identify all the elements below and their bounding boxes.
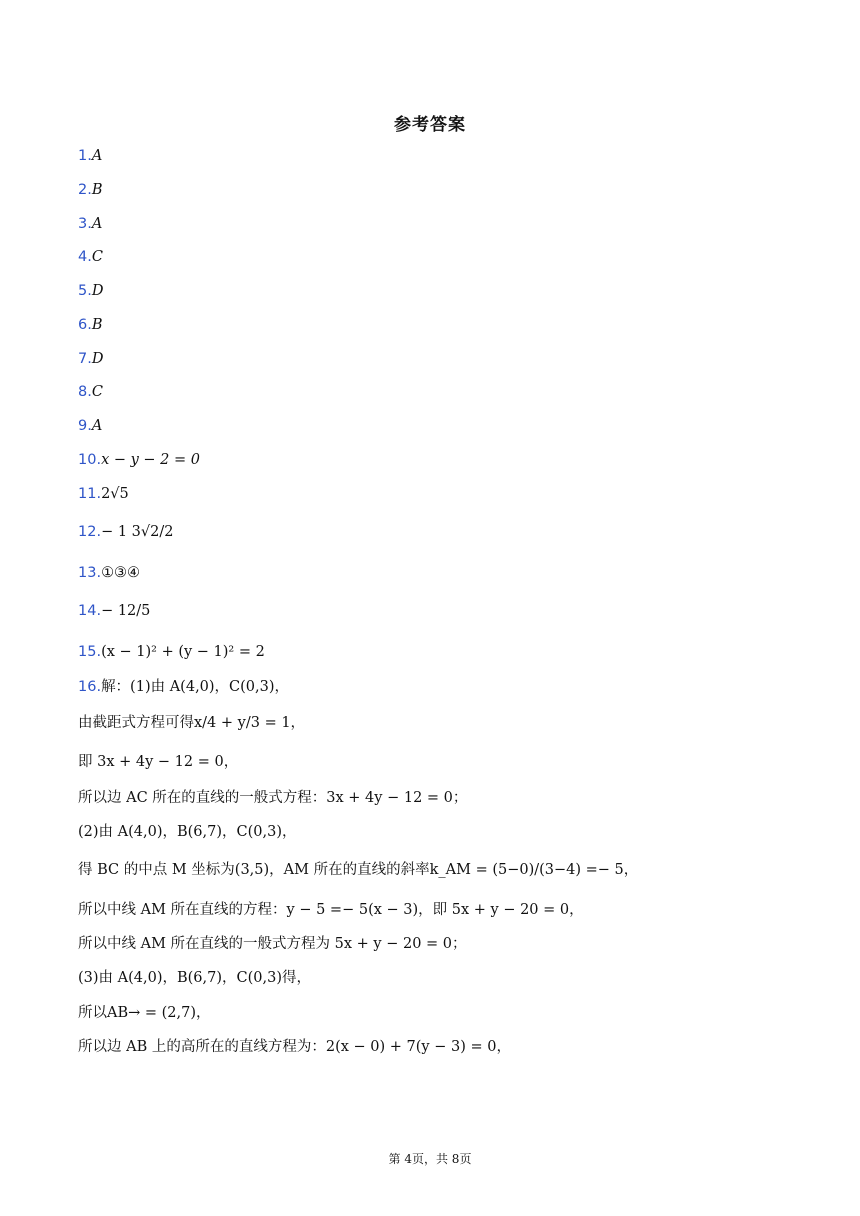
solution-16-line-9: (3)由 A(4,0)，B(6,7)，C(0,3)得，: [78, 970, 311, 986]
answer-1: 1.A: [78, 148, 103, 164]
solution-16-line-11: 所以边 AB 上的高所在的直线方程为：2(x − 0) + 7(y − 3) = 0，: [78, 1039, 511, 1055]
answer-5: 5.D: [78, 283, 104, 299]
answer-10: 10.x − y − 2 = 0: [78, 452, 200, 468]
solution-16-line-10: 所以AB→ = (2,7)，: [78, 1005, 211, 1021]
answer-2: 2.B: [78, 182, 103, 198]
page-title: 参考答案: [394, 115, 466, 135]
answer-11: 11.2√5: [78, 486, 129, 502]
answer-7: 7.D: [78, 351, 104, 367]
answer-15: 15.(x − 1)² + (y − 1)² = 2: [78, 644, 265, 660]
answer-13: 13.①③④: [78, 565, 141, 581]
answer-14: 14.− 12/5: [78, 603, 151, 619]
solution-16-line-3: 即 3x + 4y − 12 = 0，: [78, 754, 239, 770]
answer-3: 3.A: [78, 216, 103, 232]
solution-16-line-4: 所以边 AC 所在的直线的一般式方程：3x + 4y − 12 = 0；: [78, 790, 468, 806]
solution-16-line-2: 由截距式方程可得x/4 + y/3 = 1，: [78, 715, 306, 731]
answer-9: 9.A: [78, 418, 103, 434]
answer-4: 4.C: [78, 249, 103, 265]
solution-16-line-7: 所以中线 AM 所在直线的方程：y − 5 =− 5(x − 3)，即 5x + y − 20 = 0，: [78, 902, 584, 918]
solution-16-line-5: (2)由 A(4,0)，B(6,7)，C(0,3)，: [78, 824, 297, 840]
solution-16-line-8: 所以中线 AM 所在直线的一般式方程为 5x + y − 20 = 0；: [78, 936, 467, 952]
answer-6: 6.B: [78, 317, 103, 333]
solution-16-line-1: 16.解：(1)由 A(4,0)，C(0,3)，: [78, 679, 290, 695]
page-footer: 第 4页，共 8页: [388, 1152, 472, 1166]
solution-16-line-6: 得 BC 的中点 M 坐标为(3,5)，AM 所在的直线的斜率k_AM = (5−0)/(3−4) =− 5，: [78, 862, 639, 878]
answer-8: 8.C: [78, 384, 103, 400]
answer-12: 12.− 1 3√2/2: [78, 524, 174, 540]
